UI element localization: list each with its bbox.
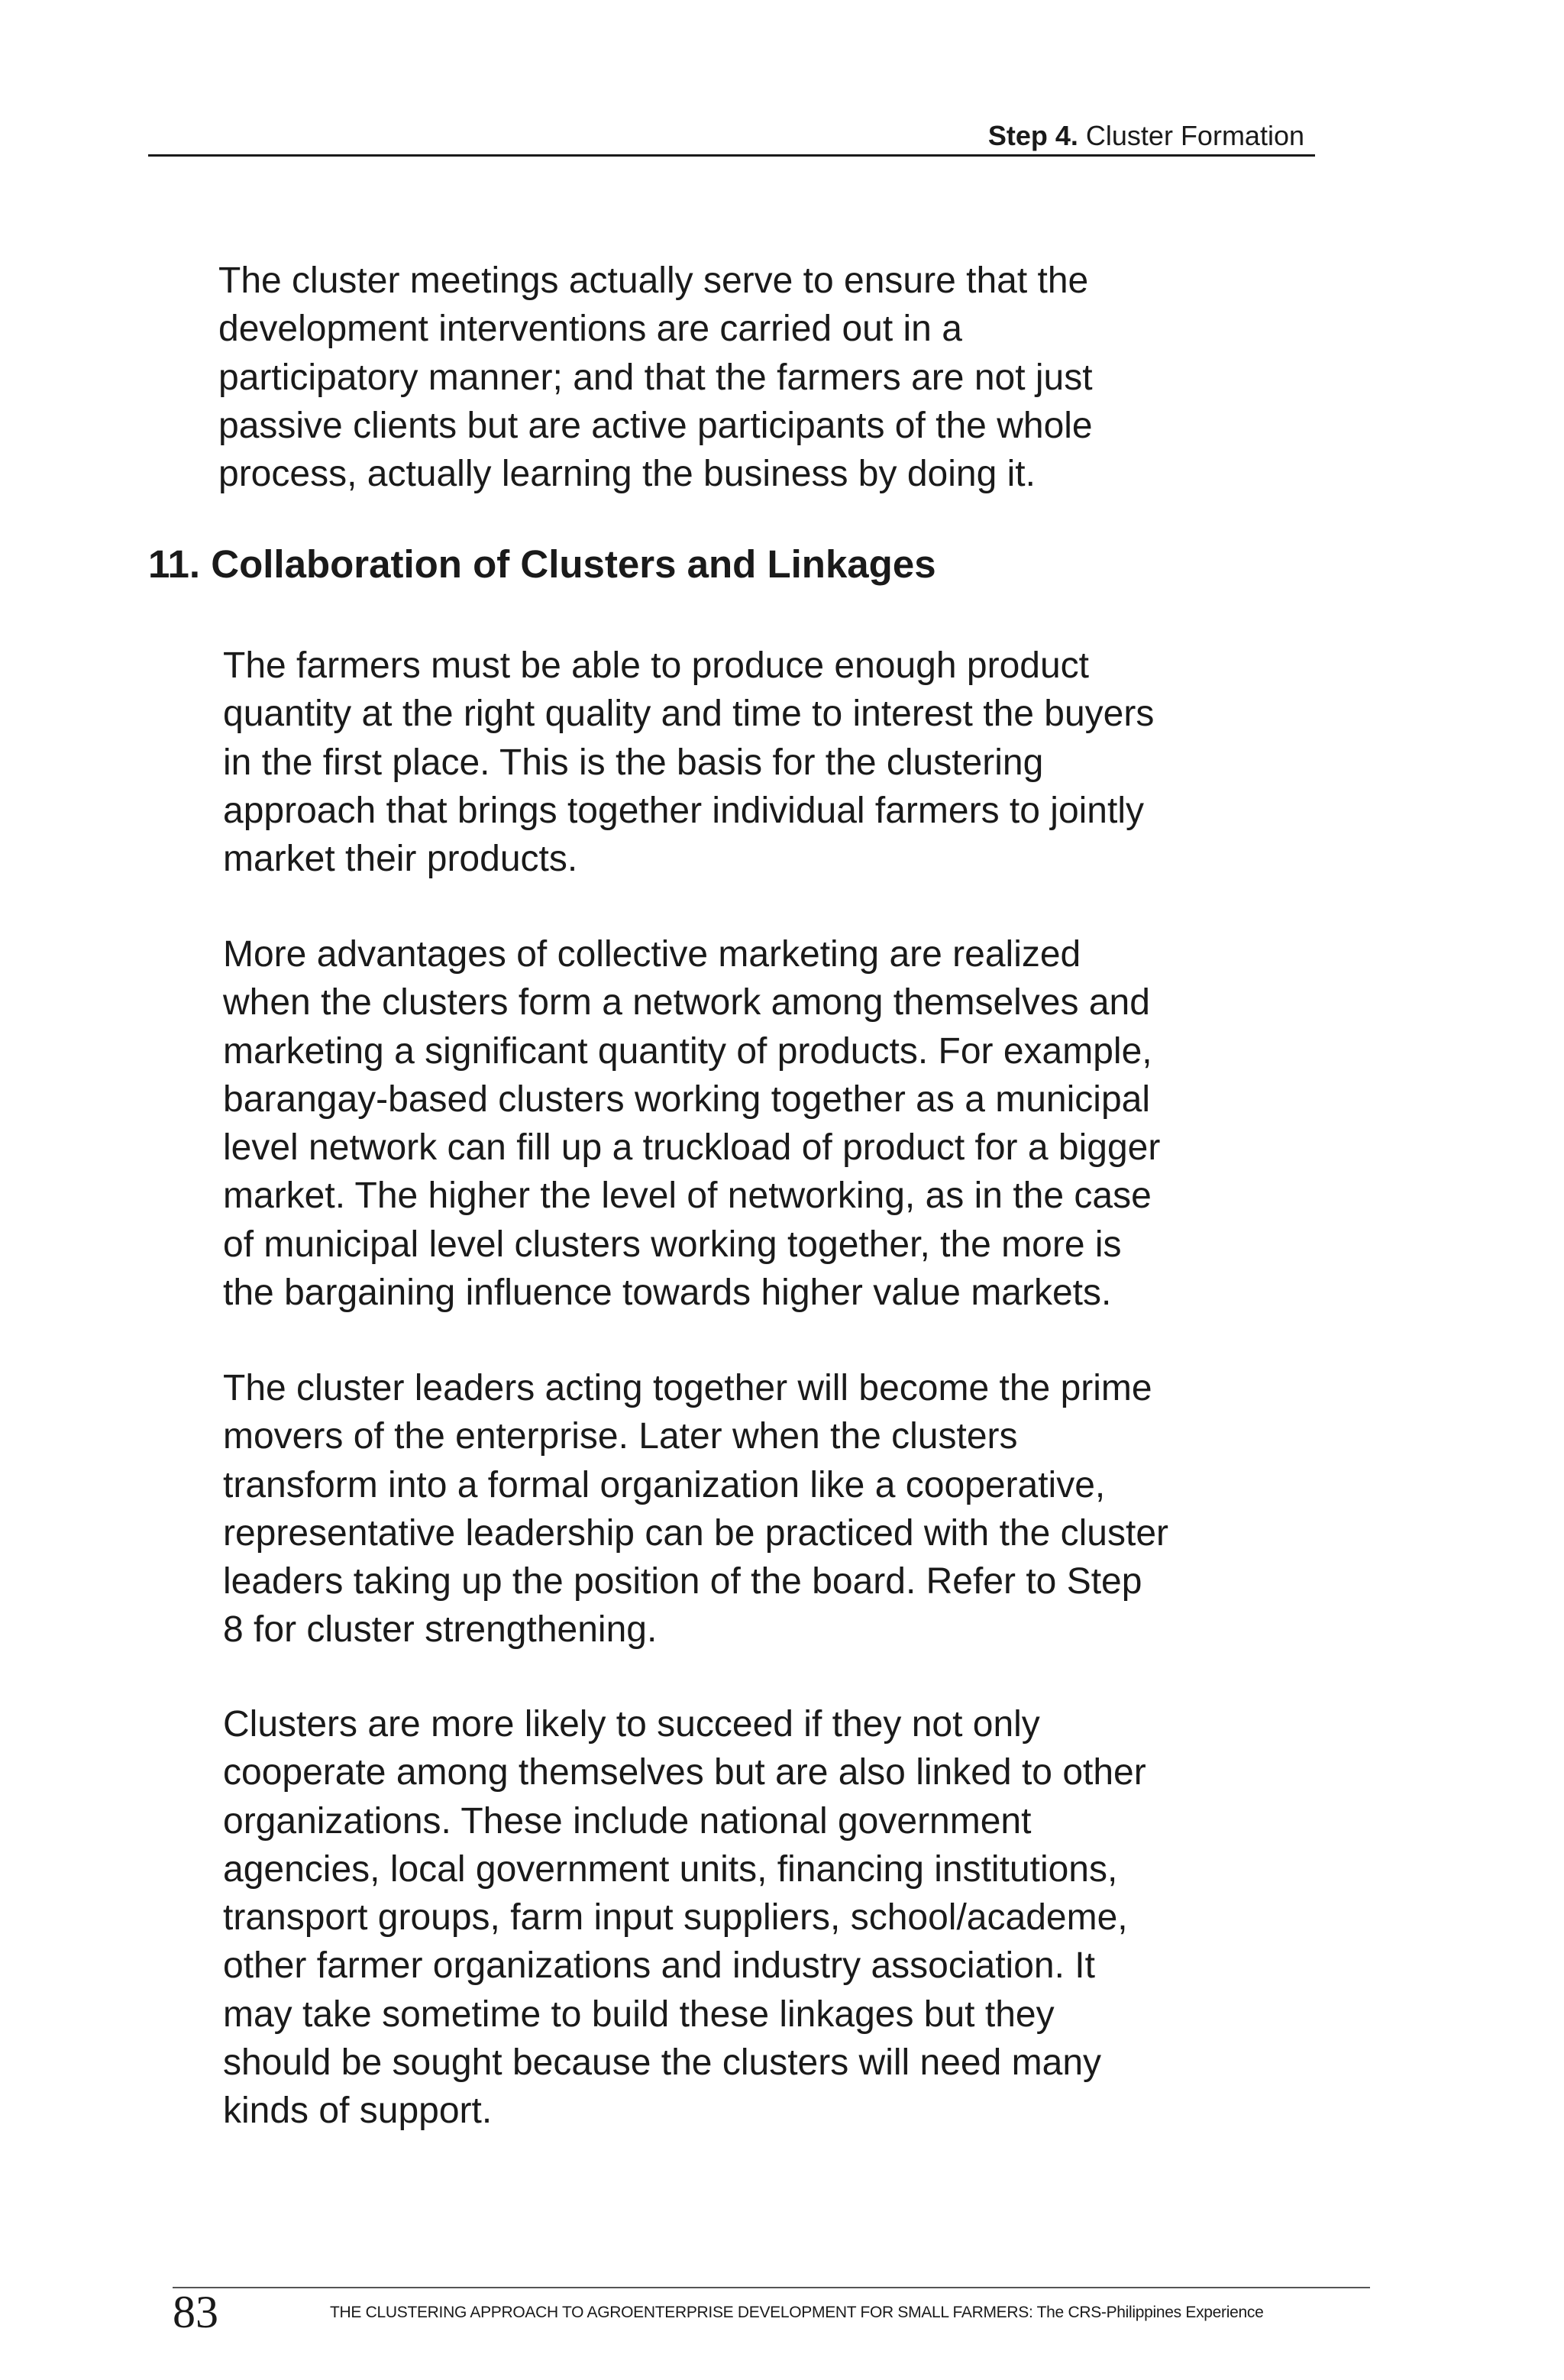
text-line: approach that brings together individual farmers to jointly: [223, 790, 1144, 831]
text-line: organizations. These include national government: [223, 1800, 1032, 1842]
text-line: should be sought because the clusters will need many: [223, 2042, 1102, 2084]
text-line: development interventions are carried out in a: [218, 309, 962, 350]
text-line: level network can fill up a truckload of product for a bigger: [223, 1127, 1161, 1169]
text-line: transform into a formal organization like a cooperative,: [223, 1464, 1106, 1505]
text-line: barangay-based clusters working together as a municipal: [223, 1078, 1150, 1120]
header-section-title: Cluster Formation: [1085, 120, 1304, 151]
text-line: The cluster leaders acting together will become the prime: [223, 1368, 1152, 1408]
text-line: marketing a significant quantity of products. For example,: [223, 1030, 1152, 1072]
body-paragraph-2: [223, 930, 1160, 1317]
section-heading: 11. Collaboration of Clusters and Linkages: [148, 542, 936, 586]
body-paragraph-3: [223, 1364, 1168, 1654]
text-line: transport groups, farm input suppliers, school/academe,: [223, 1897, 1128, 1939]
text-line: kinds of support.: [223, 2091, 493, 2132]
text-line: passive clients but are active participants of the whole: [218, 405, 1093, 446]
text-line: quantity at the right quality and time to interest the buyers: [223, 694, 1155, 735]
body-paragraph-1: [223, 642, 1154, 883]
text-line: other farmer organizations and industry association. It: [223, 1945, 1095, 1987]
page-number: 83: [173, 2287, 218, 2337]
text-line: the bargaining influence towards higher value markets.: [223, 1272, 1112, 1314]
text-line: process, actually learning the business by doing it.: [218, 454, 1036, 495]
text-line: leaders taking up the position of the board. Refer to Step: [223, 1561, 1142, 1602]
text-line: 8 for cluster strengthening.: [223, 1609, 658, 1651]
text-line: representative leadership can be practiced with the cluster: [223, 1512, 1169, 1554]
text-line: agencies, local government units, financing institutions,: [223, 1848, 1118, 1890]
text-line: in the first place. This is the basis for the clustering: [223, 742, 1044, 783]
footer-book-title: THE CLUSTERING APPROACH TO AGROENTERPRISE DEVELOPMENT FOR SMALL FARMERS: The CRS-Philippines Experience: [330, 2304, 1264, 2321]
text-line: market. The higher the level of networking, as in the case: [223, 1175, 1152, 1217]
intro-paragraph: [218, 257, 1093, 498]
text-line: Clusters are more likely to succeed if they not only: [223, 1704, 1040, 1745]
text-line: The cluster meetings actually serve to ensure that the: [218, 260, 1089, 301]
text-line: The farmers must be able to produce enough product: [223, 645, 1089, 686]
text-line: More advantages of collective marketing are realized: [223, 934, 1081, 975]
text-line: participatory manner; and that the farmers are not just: [218, 357, 1093, 398]
body-paragraph-4: [223, 1700, 1146, 2136]
text-line: movers of the enterprise. Later when the clusters: [223, 1416, 1018, 1457]
running-header: [148, 121, 1315, 157]
footer-divider: [173, 2287, 1370, 2288]
text-line: market their products.: [223, 839, 578, 880]
header-step-label: Step 4.: [987, 120, 1078, 151]
text-line: cooperate among themselves but are also linked to other: [223, 1752, 1146, 1793]
text-line: of municipal level clusters working together, the more is: [223, 1224, 1122, 1265]
text-line: when the clusters form a network among themselves and: [223, 982, 1150, 1023]
header-title: [988, 121, 1304, 151]
text-line: may take sometime to build these linkages but they: [223, 1994, 1055, 2035]
